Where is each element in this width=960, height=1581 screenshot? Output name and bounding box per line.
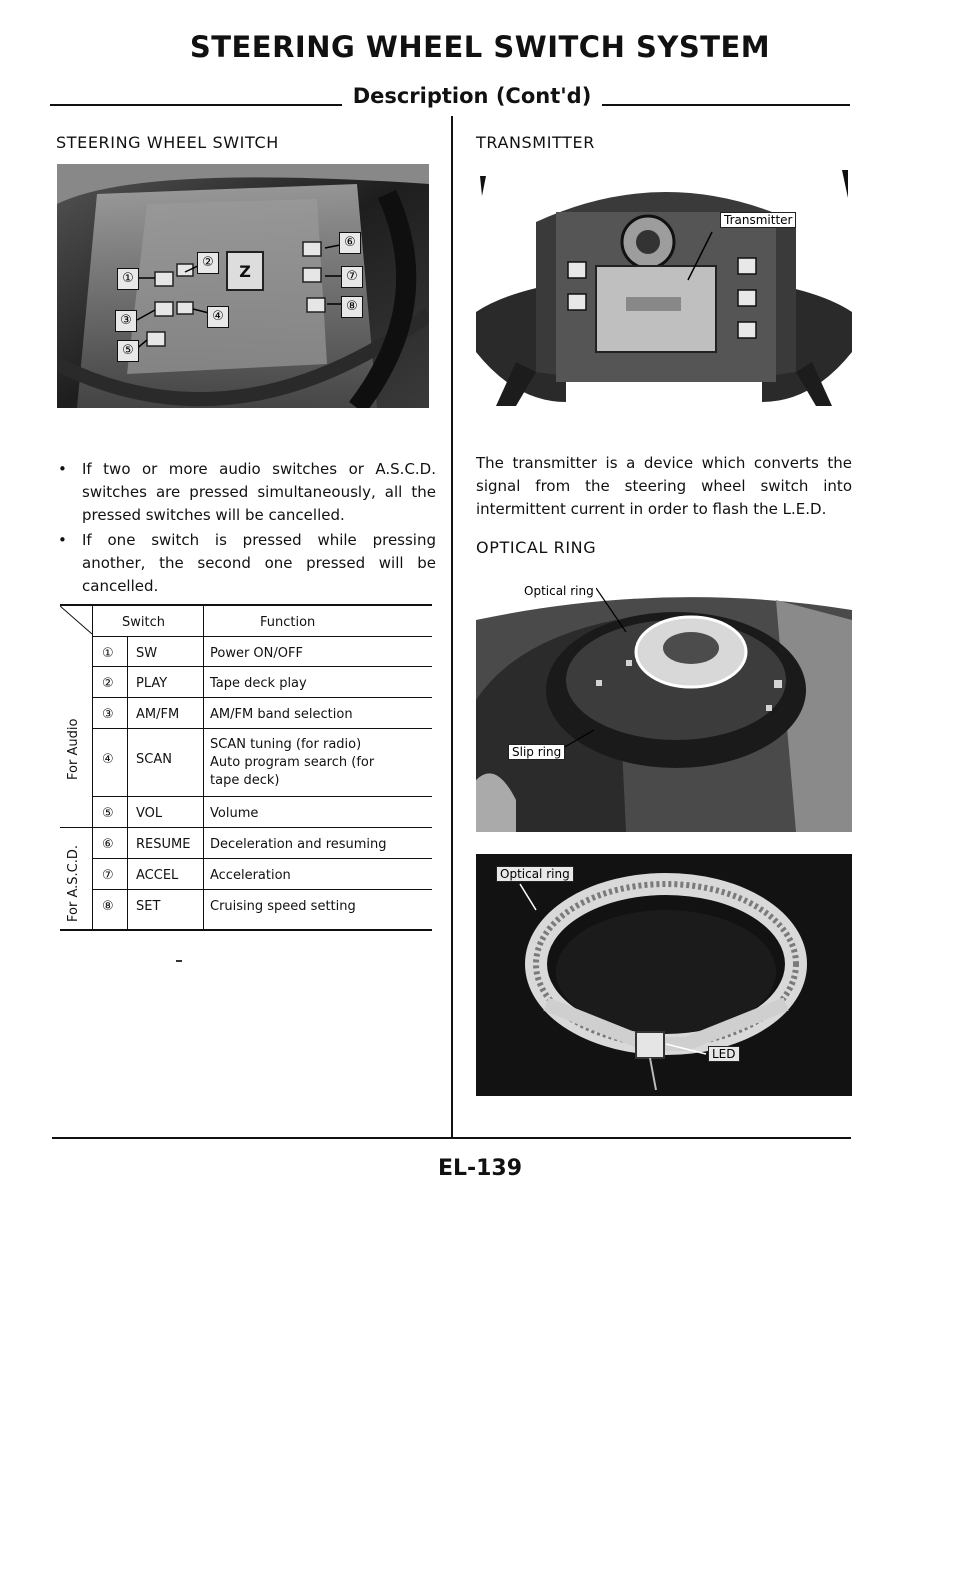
page-number: EL-139: [437, 1156, 523, 1181]
page-title: STEERING WHEEL SWITCH SYSTEM: [189, 30, 771, 64]
optical-ring-heading: OPTICAL RING: [476, 538, 597, 557]
callout-6: ⑥: [339, 232, 361, 254]
optical-ring-callout: Optical ring: [524, 584, 594, 598]
header-function: Function: [260, 615, 316, 630]
table-rule: [92, 728, 432, 729]
subtitle-rule-right: [602, 104, 850, 106]
transmitter-callout: Transmitter: [720, 212, 796, 228]
optical-ring-closeup-callout: Optical ring: [496, 866, 574, 882]
table-rule: [92, 889, 432, 890]
row-function: Power ON/OFF: [210, 646, 303, 661]
steering-wheel-switch-heading: STEERING WHEEL SWITCH: [56, 133, 279, 152]
group-label-audio: For Audio: [66, 718, 81, 780]
led-callout: LED: [708, 1046, 740, 1062]
table-vline: [203, 604, 204, 930]
callout-2: ②: [197, 252, 219, 274]
callout-1: ①: [117, 268, 139, 290]
column-divider: [451, 116, 453, 1138]
row-switch: SET: [136, 899, 161, 914]
svg-text:Z: Z: [239, 262, 251, 281]
page-subtitle: Description (Cont'd): [352, 84, 592, 108]
row-function: SCAN tuning (for radio) Auto program search (for tape deck): [210, 737, 375, 788]
callout-8: ⑧: [341, 296, 363, 318]
optical-ring-closeup-photo: [476, 854, 852, 1096]
subtitle-row: [50, 84, 850, 114]
notes-list: [58, 458, 436, 600]
row-function: Cruising speed setting: [210, 899, 356, 914]
footer-rule: [52, 1137, 851, 1139]
table-rule: [60, 827, 432, 828]
callout-7: ⑦: [341, 266, 363, 288]
header-switch: Switch: [122, 615, 165, 630]
row-function: Volume: [210, 806, 259, 821]
row-number: ②: [102, 676, 114, 691]
transmitter-description: The transmitter is a device which converts the signal from the steering wheel switch into intermittent current in order to flash the L.E.D.: [476, 454, 852, 518]
row-switch: RESUME: [136, 837, 191, 852]
row-number: ①: [102, 646, 114, 661]
row-number: ⑤: [102, 806, 114, 821]
transmitter-heading: TRANSMITTER: [476, 133, 595, 152]
transmitter-photo: [476, 162, 852, 412]
stray-mark: [176, 960, 182, 962]
switch-function-table: [60, 604, 432, 934]
table-rule: [60, 604, 432, 606]
row-switch: VOL: [136, 806, 163, 821]
row-number: ⑥: [102, 837, 114, 852]
row-number: ⑦: [102, 868, 114, 883]
steering-wheel-switch-photo: [57, 164, 429, 408]
optical-ring-photo: [476, 580, 852, 832]
row-function: Tape deck play: [210, 676, 307, 691]
row-number: ④: [102, 752, 114, 767]
table-rule: [92, 796, 432, 797]
row-switch: SCAN: [136, 752, 172, 767]
subtitle-rule-left: [50, 104, 342, 106]
row-switch: ACCEL: [136, 868, 179, 883]
row-function: Acceleration: [210, 868, 291, 883]
row-switch: PLAY: [136, 676, 168, 691]
row-number: ⑧: [102, 899, 114, 914]
row-switch: SW: [136, 646, 158, 661]
table-rule: [92, 697, 432, 698]
callout-4: ④: [207, 306, 229, 328]
group-label-ascd: For A.S.C.D.: [66, 845, 81, 922]
row-number: ③: [102, 707, 114, 722]
table-corner-diagonal: [60, 604, 94, 636]
table-rule: [60, 929, 432, 931]
slip-ring-callout: Slip ring: [508, 744, 565, 760]
table-vline: [127, 636, 128, 930]
note-item: • If one switch is pressed while pressing another, the second one pressed will be cancelled.: [58, 531, 436, 595]
row-function: Deceleration and resuming: [210, 837, 387, 852]
table-rule: [92, 666, 432, 667]
table-vline: [92, 604, 93, 930]
note-text: If two or more audio switches or A.S.C.D. switches are pressed simultaneously, all the pressed switches will be cancelled.: [82, 460, 436, 524]
note-item: • If two or more audio switches or A.S.C.D. switches are pressed simultaneously, all the pressed switches will be cancelled.: [58, 460, 436, 524]
row-function: AM/FM band selection: [210, 707, 353, 722]
callout-3: ③: [115, 310, 137, 332]
table-rule: [92, 858, 432, 859]
note-text: If one switch is pressed while pressing another, the second one pressed will be cancelled.: [82, 531, 436, 595]
row-switch: AM/FM: [136, 707, 180, 722]
callout-5: ⑤: [117, 340, 139, 362]
table-rule: [92, 636, 432, 637]
